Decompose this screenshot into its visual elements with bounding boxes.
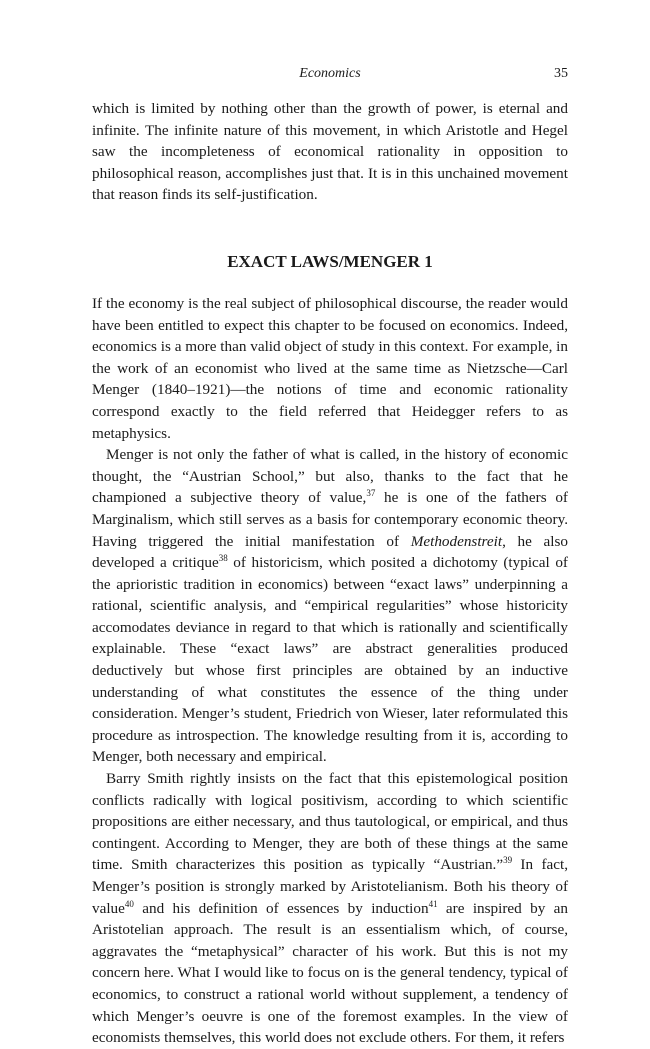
footnote-ref-40[interactable]: 40	[124, 898, 134, 909]
footnote-ref-38[interactable]: 38	[218, 553, 228, 564]
page-number: 35	[554, 66, 568, 81]
text-run: Barry Smith rightly insists on the fact that this epistemological position conflicts radically with logical positivism, according to which scientific propositions are either necessary, and thus tautological, or empirical, and thus contingent. According to Menger, they are both of these things at the same time. Smith characterizes this position as typically “Austrian.”	[92, 770, 568, 874]
text-run: and his definition of essences by induction	[133, 899, 429, 917]
paragraph-menger	[92, 444, 568, 768]
text-run: of historicism, which posited a dichotomy (typical of the aprioristic tradition in economics) between “exact laws” underpinning a rational, scientific analysis, and “empirical regularities” whose historicity accomodates deviance in regard to that which is rationally and scientifically explainable. These “exact laws” are abstract generalities produced deductively but whose first principles are obtained by an inductive understanding of what constitutes the essence of the thing under consideration. Menger’s student, Friedrich von Wieser, later reformulated this procedure as introspection. The knowledge resulting from it is, according to Menger, both necessary and empirical.	[92, 554, 568, 766]
italic-term: Methodenstreit	[410, 532, 503, 550]
paragraph-smith	[92, 768, 568, 1049]
paragraph-intro: If the economy is the real subject of philosophical discourse, the reader would have been entitled to expect this chapter to be focused on economics. Indeed, economics is a more than valid object of study in this context. For example, in the work of an economist who lived at the same time as Nietzsche—Carl Menger (1840–1921)—the notions of time and economic rationality correspond exactly to the field referred that Heidegger refers to as metaphysics.	[92, 294, 568, 442]
paragraph-continuation: which is limited by nothing other than the growth of power, is eternal and infinite. The infinite nature of this movement, in which Aristotle and Hegel saw the incompleteness of economical rationality in opposition to philosophical reason, accomplishes just that. It is in this unchained movement that reason finds its self-justification.	[92, 100, 568, 204]
footnote-ref-37[interactable]: 37	[366, 488, 376, 499]
running-title: Economics	[299, 66, 361, 81]
footnote-ref-41[interactable]: 41	[428, 898, 438, 909]
text-run: Menger is not only the father of what is called, in the history of economic thought, the “Austrian School,” but also, thanks to the fact that he championed a subjective theory of value,	[92, 446, 568, 507]
body-text	[92, 98, 568, 1049]
running-head	[92, 66, 568, 86]
text-run: are inspired by an Aristotelian approach. The result is an essentialism which, of course, aggravates the “metaphysical” character of his work. But this is not my concern here. What I would like to focus on is the general tendency, typical of economics, to construct a rational world without supplement, a tendency of which Menger’s oeuvre is one of the foremost examples. In the view of economists themselves, this world does not exclude others. For them, it refers	[92, 899, 568, 1047]
text-run: In fact, Menger’s position is strongly marked by Aristotelianism. Both his theory of value	[92, 856, 568, 917]
text-run: , he also developed a critique	[92, 532, 568, 572]
footnote-ref-39[interactable]: 39	[503, 855, 513, 866]
section-heading: EXACT LAWS/MENGER 1	[227, 251, 433, 271]
text-run: he is one of the fathers of Marginalism, which still serves as a basis for contemporary economic theory. Having triggered the initial manifestation of	[92, 489, 568, 550]
